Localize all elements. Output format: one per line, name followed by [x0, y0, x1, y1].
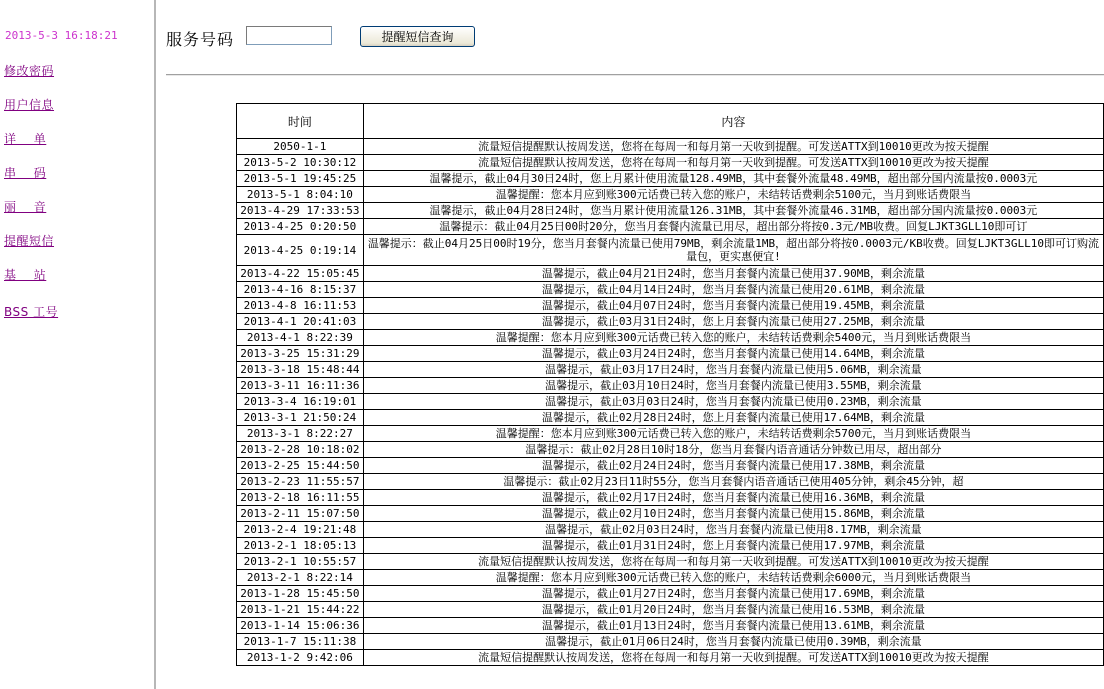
- table-row: [237, 554, 1104, 570]
- nav-detail-bill[interactable]: 详 单: [4, 132, 47, 146]
- cell-content: 温馨提示：截止02月28日10时18分，您当月套餐内语音通话分钟数已用尽，超出部分: [363, 442, 1103, 458]
- cell-time: 2013-4-22 15:05:45: [237, 266, 364, 282]
- cell-content: 温馨提示，截止04月07日24时，您当月套餐内流量已使用19.45MB，剩余流量: [363, 298, 1103, 314]
- table-row: [237, 426, 1104, 442]
- cell-content: 温馨提示，截止03月17日24时，您当月套餐内流量已使用5.06MB，剩余流量: [363, 362, 1103, 378]
- table-row: [237, 203, 1104, 219]
- cell-content: 温馨提示，截止01月06日24时，您当月套餐内流量已使用0.39MB，剩余流量: [363, 634, 1103, 650]
- cell-content: 温馨提示：截止02月23日11时55分，您当月套餐内语音通话已使用405分钟，剩余45分钟，超: [363, 474, 1103, 490]
- cell-time: 2013-2-18 16:11:55: [237, 490, 364, 506]
- cell-content: 温馨提醒：您本月应到账300元话费已转入您的账户，未结转话费剩余5700元，当月到账话费限当: [363, 426, 1103, 442]
- cell-content: 温馨提示，截止01月20日24时，您当月套餐内流量已使用16.53MB，剩余流量: [363, 602, 1103, 618]
- table-row: [237, 219, 1104, 235]
- table-row: [237, 506, 1104, 522]
- cell-content: 温馨提示，截止02月10日24时，您当月套餐内流量已使用15.86MB，剩余流量: [363, 506, 1103, 522]
- table-row: [237, 618, 1104, 634]
- cell-time: 2013-3-1 8:22:27: [237, 426, 364, 442]
- cell-time: 2013-2-23 11:55:57: [237, 474, 364, 490]
- table-row: [237, 394, 1104, 410]
- cell-time: 2013-4-1 20:41:03: [237, 314, 364, 330]
- table-row: [237, 538, 1104, 554]
- table-row: [237, 522, 1104, 538]
- table-row: [237, 314, 1104, 330]
- cell-time: 2013-2-25 15:44:50: [237, 458, 364, 474]
- table-row: [237, 410, 1104, 426]
- table-row: [237, 634, 1104, 650]
- table-row: [237, 266, 1104, 282]
- nav-user-info[interactable]: 用户信息: [4, 98, 55, 112]
- cell-time: 2013-2-1 18:05:13: [237, 538, 364, 554]
- cell-time: 2013-4-1 8:22:39: [237, 330, 364, 346]
- header-content: 内容: [363, 104, 1103, 139]
- divider: [166, 74, 1104, 76]
- cell-content: 温馨提示，截止03月31日24时，您上月套餐内流量已使用27.25MB，剩余流量: [363, 314, 1103, 330]
- nav-serial-code[interactable]: 串 码: [4, 166, 47, 180]
- table-header-row: [237, 104, 1104, 139]
- cell-content: 温馨提示，截止01月31日24时，您上月套餐内流量已使用17.97MB，剩余流量: [363, 538, 1103, 554]
- table-row: [237, 282, 1104, 298]
- table-body: [237, 139, 1104, 666]
- table-row: [237, 490, 1104, 506]
- table-row: [237, 362, 1104, 378]
- table-row: [237, 235, 1104, 266]
- table-row: [237, 171, 1104, 187]
- table-row: [237, 298, 1104, 314]
- cell-content: 流量短信提醒默认按周发送，您将在每周一和每月第一天收到提醒。可发送ATTX到10010更改为按天提醒: [363, 155, 1103, 171]
- cell-content: 温馨提醒：您本月应到账300元话费已转入您的账户，未结转话费剩余6000元，当月到账话费限当: [363, 570, 1103, 586]
- cell-time: 2013-1-21 15:44:22: [237, 602, 364, 618]
- table-row: [237, 570, 1104, 586]
- table-row: [237, 602, 1104, 618]
- cell-content: 温馨提示，截止03月03日24时，您当月套餐内流量已使用0.23MB，剩余流量: [363, 394, 1103, 410]
- cell-content: 流量短信提醒默认按周发送，您将在每周一和每月第一天收到提醒。可发送ATTX到10010更改为按天提醒: [363, 650, 1103, 666]
- cell-content: 温馨提示，截止02月24日24时，您当月套餐内流量已使用17.38MB，剩余流量: [363, 458, 1103, 474]
- table-row: [237, 586, 1104, 602]
- cell-content: 温馨提示，截止04月28日24时，您当月累计使用流量126.31MB，其中套餐外流量46.31MB，超出部分国内流量按0.0003元: [363, 203, 1103, 219]
- cell-time: 2013-4-25 0:20:50: [237, 219, 364, 235]
- cell-time: 2013-2-1 10:55:57: [237, 554, 364, 570]
- cell-time: 2050-1-1: [237, 139, 364, 155]
- table-row: [237, 139, 1104, 155]
- table-row: [237, 378, 1104, 394]
- cell-time: 2013-3-11 16:11:36: [237, 378, 364, 394]
- nav-bss-id[interactable]: BSS 工号: [4, 305, 59, 319]
- cell-time: 2013-3-25 15:31:29: [237, 346, 364, 362]
- cell-time: 2013-1-28 15:45:50: [237, 586, 364, 602]
- service-number-input[interactable]: [246, 26, 332, 45]
- login-timestamp: 2013-5-3 16:18:21: [5, 29, 118, 42]
- sidebar: [0, 0, 156, 689]
- cell-time: 2013-2-28 10:18:02: [237, 442, 364, 458]
- nav-reminder-sms[interactable]: 提醒短信: [4, 234, 55, 248]
- table-row: [237, 442, 1104, 458]
- cell-content: 温馨提示，截止02月28日24时，您上月套餐内流量已使用17.64MB，剩余流量: [363, 410, 1103, 426]
- cell-content: 温馨提醒：您本月应到账300元话费已转入您的账户，未结转话费剩余5400元，当月到账话费限当: [363, 330, 1103, 346]
- cell-time: 2013-4-8 16:11:53: [237, 298, 364, 314]
- cell-content: 温馨提示，截止02月17日24时，您当月套餐内流量已使用16.36MB，剩余流量: [363, 490, 1103, 506]
- nav-base-station[interactable]: 基 站: [4, 268, 47, 282]
- cell-time: 2013-5-1 19:45:25: [237, 171, 364, 187]
- cell-content: 温馨提示，截止01月27日24时，您当月套餐内流量已使用17.69MB，剩余流量: [363, 586, 1103, 602]
- cell-content: 流量短信提醒默认按周发送，您将在每周一和每月第一天收到提醒。可发送ATTX到10010更改为按天提醒: [363, 139, 1103, 155]
- query-reminder-sms-button[interactable]: 提醒短信查询: [360, 26, 475, 47]
- table-row: [237, 458, 1104, 474]
- table-row: [237, 155, 1104, 171]
- service-number-label: 服务号码: [166, 30, 235, 49]
- cell-content: 温馨提示，截止03月24日24时，您当月套餐内流量已使用14.64MB，剩余流量: [363, 346, 1103, 362]
- sms-table: [236, 103, 1104, 666]
- cell-time: 2013-2-1 8:22:14: [237, 570, 364, 586]
- cell-time: 2013-2-11 15:07:50: [237, 506, 364, 522]
- cell-time: 2013-5-2 10:30:12: [237, 155, 364, 171]
- cell-time: 2013-1-14 15:06:36: [237, 618, 364, 634]
- cell-time: 2013-3-1 21:50:24: [237, 410, 364, 426]
- nav-ringtone[interactable]: 丽 音: [4, 200, 47, 214]
- cell-time: 2013-1-2 9:42:06: [237, 650, 364, 666]
- cell-content: 温馨提示，截止02月03日24时，您当月套餐内流量已使用8.17MB，剩余流量: [363, 522, 1103, 538]
- cell-content: 流量短信提醒默认按周发送，您将在每周一和每月第一天收到提醒。可发送ATTX到10010更改为按天提醒: [363, 554, 1103, 570]
- table-row: [237, 187, 1104, 203]
- cell-content: 温馨提醒：您本月应到账300元话费已转入您的账户，未结转话费剩余5100元，当月到账话费限当: [363, 187, 1103, 203]
- cell-time: 2013-4-29 17:33:53: [237, 203, 364, 219]
- cell-time: 2013-3-4 16:19:01: [237, 394, 364, 410]
- table-row: [237, 650, 1104, 666]
- table-row: [237, 330, 1104, 346]
- nav-change-password[interactable]: 修改密码: [4, 64, 55, 78]
- cell-content: 温馨提示，截止03月10日24时，您当月套餐内流量已使用3.55MB，剩余流量: [363, 378, 1103, 394]
- table-row: [237, 346, 1104, 362]
- cell-content: 温馨提示：截止04月25日00时19分，您当月套餐内流量已使用79MB，剩余流量1MB，超出部分将按0.0003元/KB收费。回复LJKT3GLL10即可订购流量包，更实惠便宜!: [363, 235, 1103, 266]
- cell-content: 温馨提示，截止04月14日24时，您当月套餐内流量已使用20.61MB，剩余流量: [363, 282, 1103, 298]
- cell-content: 温馨提示，截止04月30日24时，您上月累计使用流量128.49MB，其中套餐外流量48.49MB，超出部分国内流量按0.0003元: [363, 171, 1103, 187]
- cell-time: 2013-5-1 8:04:10: [237, 187, 364, 203]
- cell-time: 2013-2-4 19:21:48: [237, 522, 364, 538]
- table-row: [237, 474, 1104, 490]
- cell-time: 2013-1-7 15:11:38: [237, 634, 364, 650]
- cell-content: 温馨提示，截止01月13日24时，您当月套餐内流量已使用13.61MB，剩余流量: [363, 618, 1103, 634]
- cell-time: 2013-3-18 15:48:44: [237, 362, 364, 378]
- header-time: 时间: [237, 104, 364, 139]
- main-content: [156, 0, 1104, 689]
- cell-time: 2013-4-25 0:19:14: [237, 235, 364, 266]
- cell-content: 温馨提示，截止04月21日24时，您当月套餐内流量已使用37.90MB，剩余流量: [363, 266, 1103, 282]
- cell-time: 2013-4-16 8:15:37: [237, 282, 364, 298]
- cell-content: 温馨提示：截止04月25日00时20分，您当月套餐内流量已用尽，超出部分将按0.3元/MB收费。回复LJKT3GLL10即可订: [363, 219, 1103, 235]
